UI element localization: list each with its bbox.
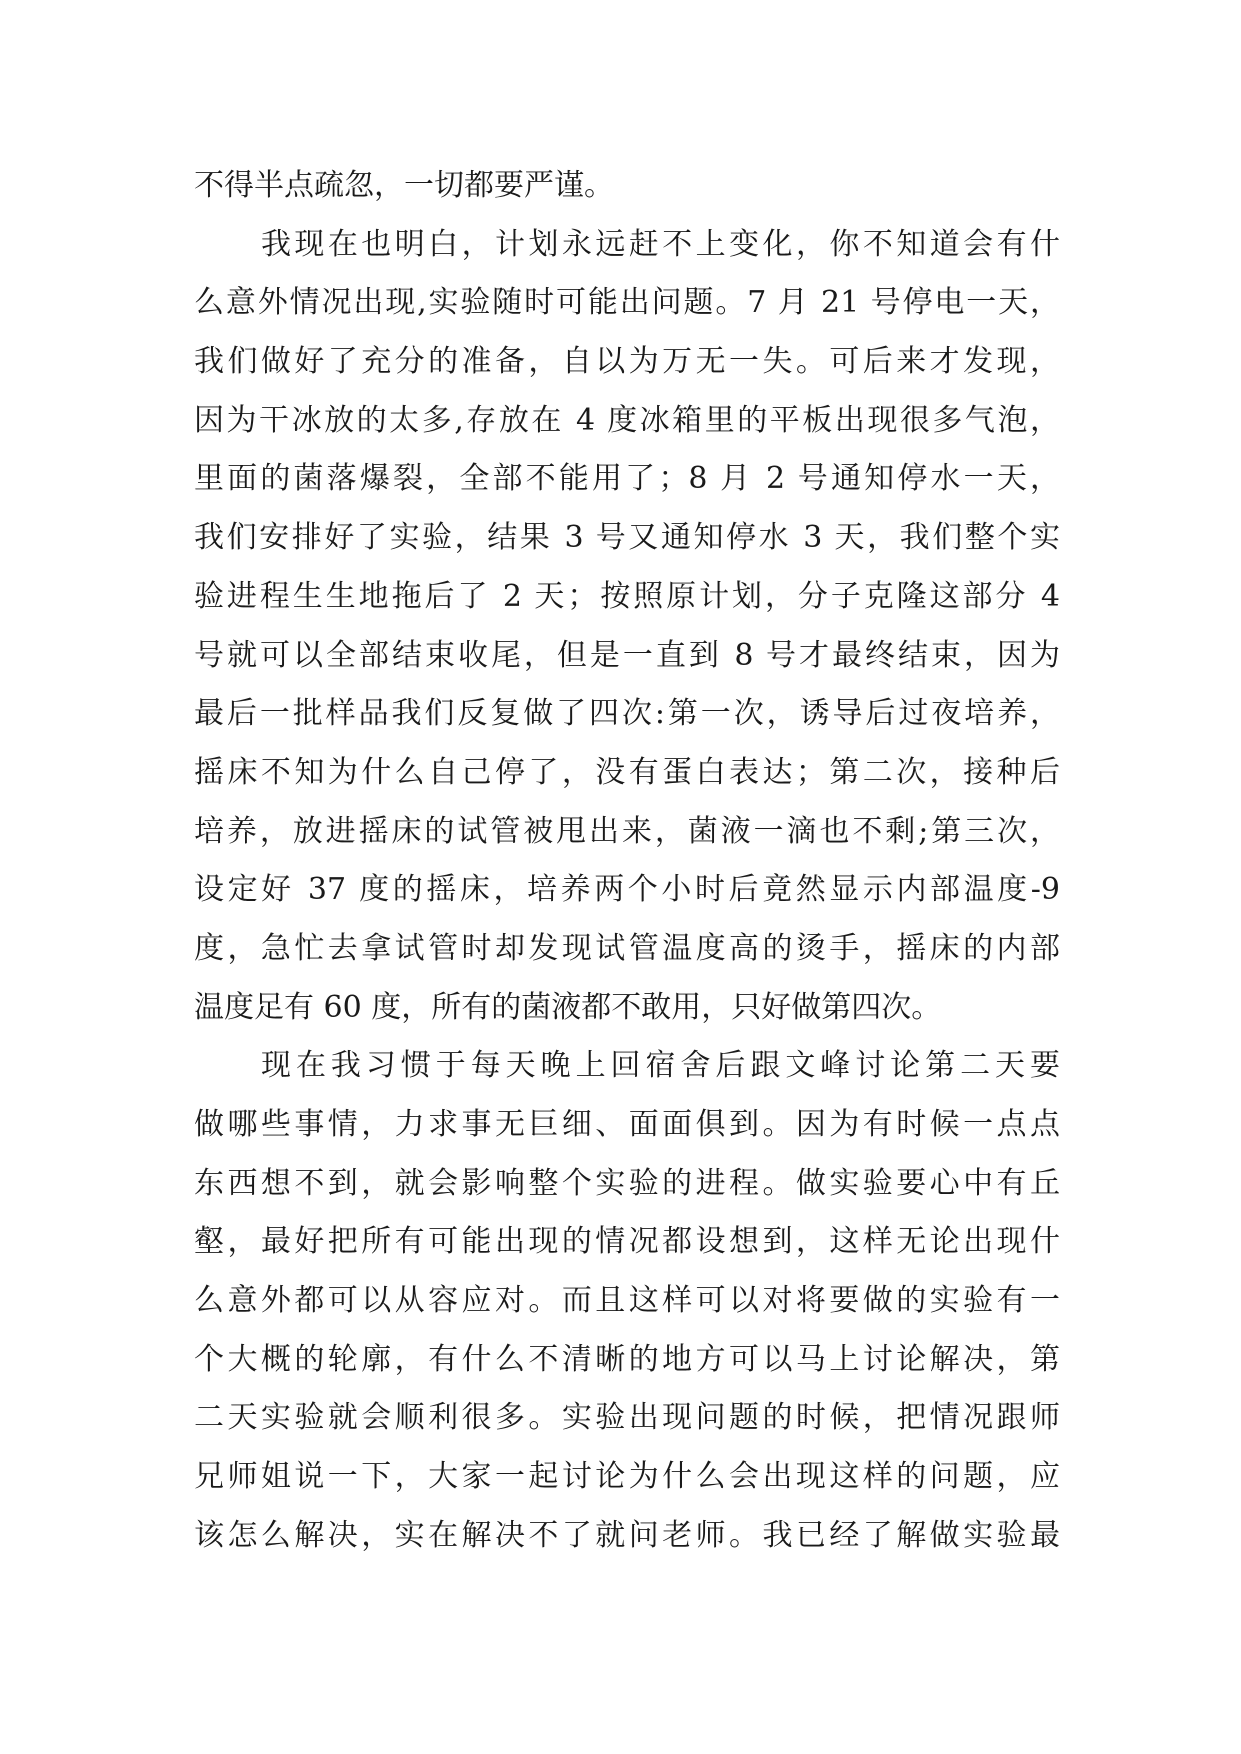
text-line: 么意外情况出现,实验随时可能出问题。7 月 21 号停电一天，: [194, 285, 1060, 321]
text-line: 最后一批样品我们反复做了四次:第一次，诱导后过夜培养，: [194, 696, 1060, 732]
text-line: 温度足有 60 度，所有的菌液都不敢用，只好做第四次。: [194, 989, 942, 1025]
paragraph-3: [194, 1037, 1060, 1565]
text-line: 里面的菌落爆裂，全部不能用了；8 月 2 号通知停水一天，: [194, 461, 1060, 497]
text-line: 东西想不到，就会影响整个实验的进程。做实验要心中有丘: [194, 1165, 1060, 1201]
text-line: 壑，最好把所有可能出现的情况都设想到，这样无论出现什: [194, 1224, 1060, 1260]
body-text: [194, 157, 1060, 1566]
text-line: 现在我习惯于每天晚上回宿舍后跟文峰讨论第二天要: [261, 1048, 1060, 1084]
text-line: 么意外都可以从容应对。而且这样可以对将要做的实验有一: [194, 1283, 1060, 1319]
text-line: 个大概的轮廓，有什么不清晰的地方可以马上讨论解决，第: [194, 1341, 1060, 1377]
text-line: 摇床不知为什么自己停了，没有蛋白表达；第二次，接种后: [194, 754, 1060, 790]
text-line: 培养，放进摇床的试管被甩出来，菌液一滴也不剩;第三次，: [194, 813, 1060, 849]
text-line: 我现在也明白，计划永远赶不上变化，你不知道会有什: [261, 226, 1060, 262]
text-line: 因为干冰放的太多,存放在 4 度冰箱里的平板出现很多气泡，: [194, 402, 1060, 438]
text-line: 度，急忙去拿试管时却发现试管温度高的烫手，摇床的内部: [194, 930, 1060, 966]
text-line: 做哪些事情，力求事无巨细、面面俱到。因为有时候一点点: [194, 1107, 1060, 1142]
text-line: 兄师姐说一下，大家一起讨论为什么会出现这样的问题，应: [194, 1459, 1060, 1495]
text-line: 二天实验就会顺利很多。实验出现问题的时候，把情况跟师: [194, 1400, 1060, 1436]
text-line: 验进程生生地拖后了 2 天；按照原计划，分子克隆这部分 4: [194, 578, 1060, 614]
paragraph-1: [194, 157, 1060, 216]
text-line: 该怎么解决，实在解决不了就问老师。我已经了解做实验最: [194, 1517, 1060, 1553]
paragraph-2: [194, 216, 1060, 1038]
text-line: 设定好 37 度的摇床，培养两个小时后竟然显示内部温度-9: [194, 872, 1060, 908]
text-line: 我们安排好了实验，结果 3 号又通知停水 3 天，我们整个实: [194, 520, 1060, 556]
text-line: 号就可以全部结束收尾，但是一直到 8 号才最终结束，因为: [194, 637, 1060, 673]
text-line: 我们做好了充分的准备，自以为万无一失。可后来才发现，: [194, 344, 1060, 380]
text-line: 不得半点疏忽，一切都要严谨。: [194, 168, 614, 203]
